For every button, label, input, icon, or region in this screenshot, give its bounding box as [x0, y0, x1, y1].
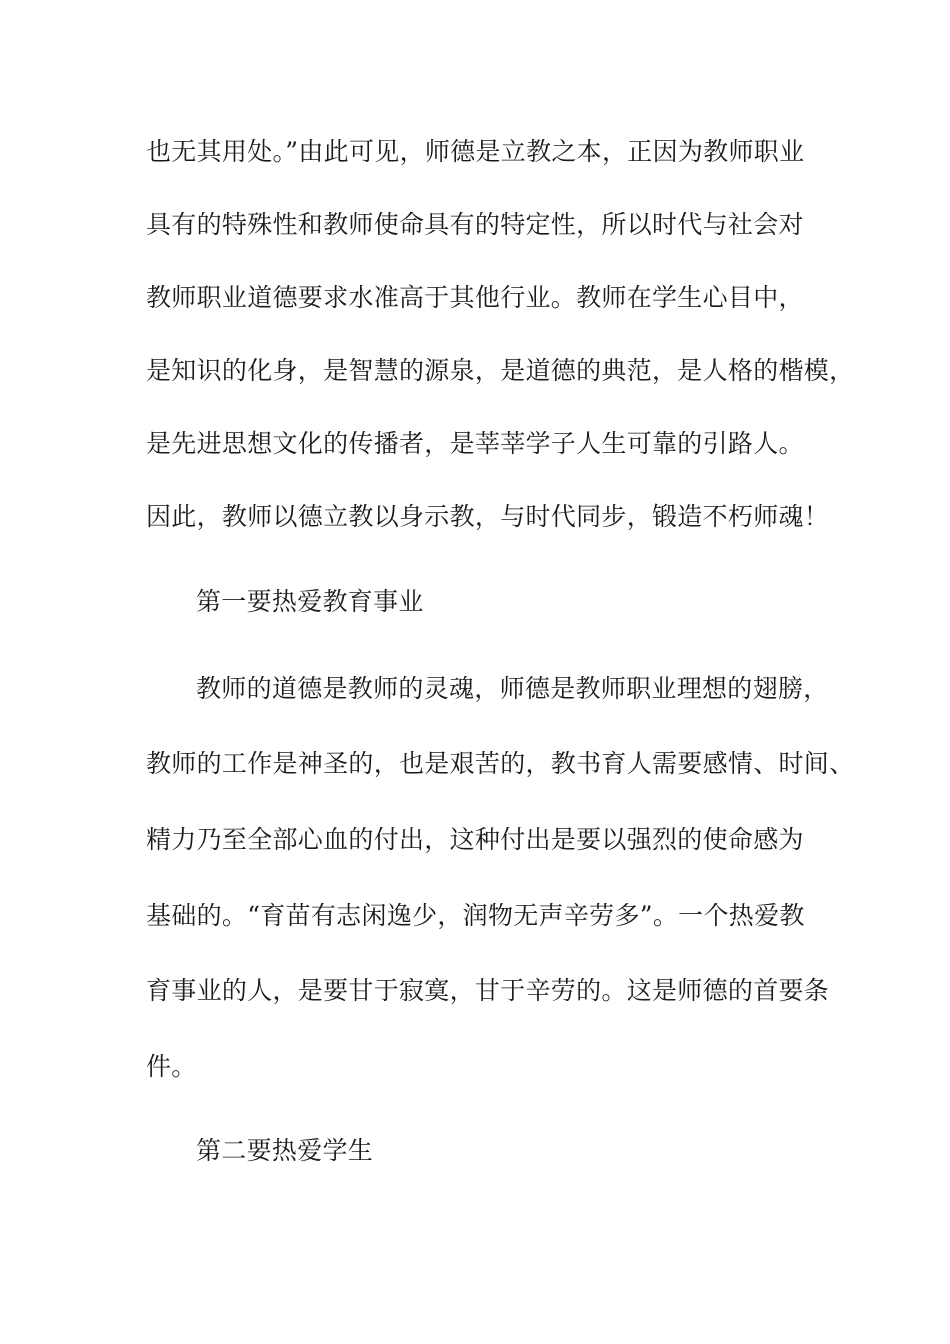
paragraph-line: 是知识的化身，是智慧的源泉，是道德的典范，是人格的楷模， [146, 356, 855, 385]
section-heading-2: 第二要热爱学生 [196, 1136, 374, 1165]
paragraph-line: 具有的特殊性和教师使命具有的特定性，所以时代与社会对 [146, 210, 804, 239]
paragraph-line: 教师的工作是神圣的，也是艰苦的，教书育人需要感情、时间、 [146, 749, 855, 778]
paragraph-line: 基础的。“育苗有志闲逸少，润物无声辛劳多”。一个热爱教 [146, 901, 805, 930]
paragraph-line: 因此，教师以德立教以身示教，与时代同步，锻造不朽师魂！ [146, 502, 830, 531]
paragraph-line: 件。 [146, 1052, 197, 1081]
paragraph-line: 育事业的人，是要甘于寂寞，甘于辛劳的。这是师德的首要条 [146, 976, 830, 1005]
paragraph-line: 教师职业道德要求水准高于其他行业。教师在学生心目中， [146, 283, 804, 312]
paragraph-line: 精力乃至全部心血的付出，这种付出是要以强烈的使命感为 [146, 825, 804, 854]
paragraph-line: 是先进思想文化的传播者，是莘莘学子人生可靠的引路人。 [146, 429, 804, 458]
paragraph-line: 教师的道德是教师的灵魂，师德是教师职业理想的翅膀， [196, 674, 829, 703]
section-heading-1: 第一要热爱教育事业 [196, 587, 424, 616]
paragraph-line: 也无其用处。”由此可见，师德是立教之本，正因为教师职业 [146, 137, 805, 166]
